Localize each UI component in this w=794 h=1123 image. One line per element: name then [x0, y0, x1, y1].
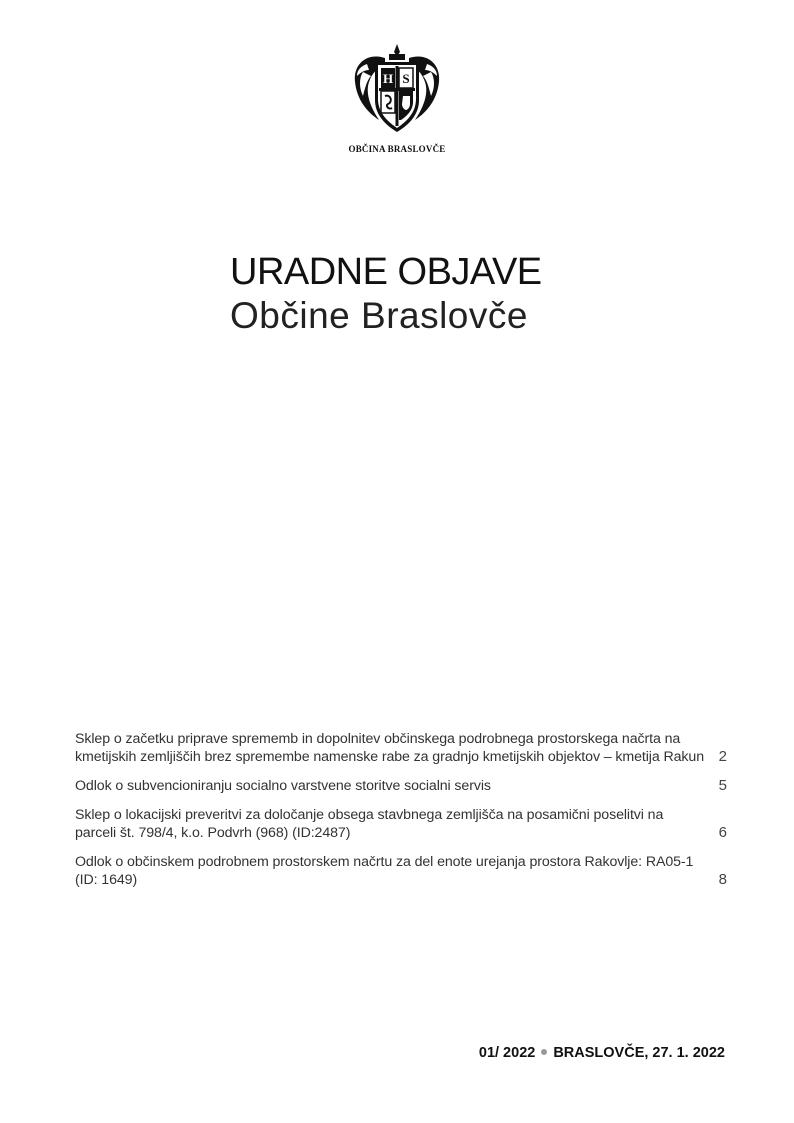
toc-item-title: Odlok o subvencioniranju socialno varstvene storitve socialni servis: [75, 778, 491, 794]
toc-item[interactable]: [75, 806, 727, 842]
toc-item-page: 8: [718, 871, 727, 888]
issue-number: 01/ 2022: [478, 1045, 536, 1061]
title-sub: Občine Braslovče: [230, 295, 528, 336]
toc-item-page: 2: [718, 748, 727, 765]
toc-item-page: 5: [718, 777, 727, 794]
toc-item-title: Sklep o začetku priprave sprememb in dopolnitev občinskega podrobnega prostorskega načrta na kmetijskih zemljiščih brez spremembe namenske rabe za gradnjo kmetijskih objektov – kmetija Rakun: [75, 731, 705, 765]
issue-footer: [479, 1045, 725, 1061]
coat-of-arms-crest-icon: [345, 42, 449, 138]
toc-item[interactable]: [75, 853, 727, 889]
toc-item-title: Sklep o lokacijski preveritvi za določanje obsega stavbnega zemljišča na posamični poselitvi na parceli št. 798/4, k.o. Podvrh (968) (ID:2487): [75, 807, 664, 841]
toc-item[interactable]: [75, 730, 727, 766]
toc-item-page: 6: [718, 824, 727, 841]
municipality-logo: [337, 42, 457, 160]
toc-item[interactable]: [75, 777, 727, 795]
place-and-date: BRASLOVČE, 27. 1. 2022: [553, 1045, 725, 1061]
document-title: [230, 250, 542, 338]
title-main: URADNE OBJAVE: [230, 251, 542, 293]
toc-item-title: Odlok o občinskem podrobnem prostorskem načrtu za del enote urejanja prostora Rakovlje: RA05-1 (ID: 1649): [75, 854, 694, 888]
logo-caption: OBČINA BRASLOVČE: [348, 144, 446, 154]
bullet-separator-icon: [541, 1049, 547, 1055]
svg-text:S: S: [402, 71, 410, 86]
table-of-contents: [75, 730, 727, 900]
svg-text:H: H: [382, 71, 394, 86]
